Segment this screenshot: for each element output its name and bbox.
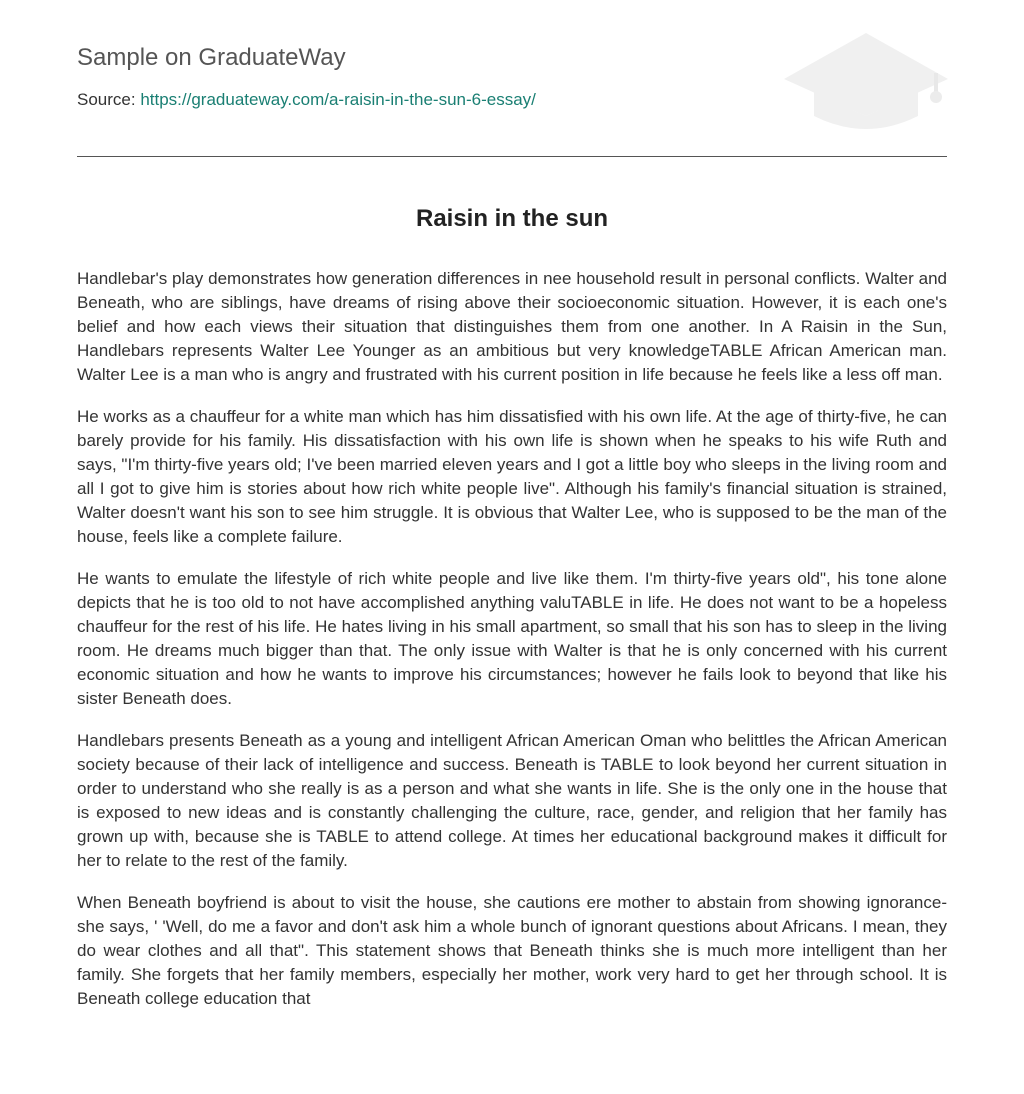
source-link[interactable]: https://graduateway.com/a-raisin-in-the-sun-6-essay/ [140, 90, 536, 109]
page-header [77, 0, 947, 157]
cap-board [784, 33, 948, 116]
graduation-cap-icon [780, 30, 948, 134]
paragraph-2: He works as a chauffeur for a white man which has him dissatisfied with his own life. At the age of thirty-five, he can barely provide for his family. His dissatisfaction with his own life is shown when he speaks to his wife Ruth and says, "I'm thirty-five years old; I've been married eleven years and I got a little boy who sleeps in the living room and all I got to give him is stories about how rich white people live". Although his family's financial situation is strained, Walter doesn't want his son to see him struggle. It is obvious that Walter Lee, who is supposed to be the man of the house, feels like a complete failure. [77, 407, 947, 546]
tassel-end [930, 91, 942, 103]
article-title: Raisin in the sun [415, 205, 609, 232]
paragraph-1: Handlebar's play demonstrates how generation differences in nee household result in personal conflicts. Walter and Beneath, who are siblings, have dreams of rising above their socioeconomic situation. However, it is each one's belief and how each views their situation that distinguishes them from one another. In A Raisin in the Sun, Handlebars represents Walter Lee Younger as an ambitious but very knowledgeTABLE African American man. Walter Lee is a man who is angry and frustrated with his current position in life because he feels like a less off man. [77, 269, 947, 384]
site-title: Sample on GraduateWay [77, 44, 346, 71]
source-line [77, 90, 536, 110]
article-body [77, 267, 947, 1029]
paragraph-4: Handlebars presents Beneath as a young and intelligent African American Oman who belittles the African American society because of their lack of intelligence and success. Beneath is TABLE to look beyond her current situation in order to understand who she really is as a person and what she wants in life. She is the only one in the house that is exposed to new ideas and is constantly challenging the culture, race, gender, and religion that her family has grown up with, because she is TABLE to attend college. At times her educational background makes it difficult for her to relate to the rest of the family. [77, 731, 947, 870]
paragraph-3: He wants to emulate the lifestyle of rich white people and live like them. I'm thirty-five years old", his tone alone depicts that he is too old to not have accomplished anything valuTABLE in life. He does not want to be a hopeless chauffeur for the rest of his life. He hates living in his small apartment, so small that his son has to sleep in the living room. He dreams much bigger than that. The only issue with Walter is that he is only concerned with his current economic situation and how he wants to improve his circumstances; however he fails look to beyond that like his sister Beneath does. [77, 569, 947, 708]
source-label: Source: [77, 90, 141, 109]
paragraph-5: When Beneath boyfriend is about to visit the house, she cautions ere mother to abstain from showing ignorance-she says, ' 'Well, do me a favor and don't ask him a whole bunch of ignorant questions about Africans. I mean, they do wear clothes and all that". This statement shows that Beneath thinks she is much more intelligent than her family. She forgets that her family members, especially her mother, work very hard to get her through school. It is Beneath college education that [77, 893, 947, 1008]
